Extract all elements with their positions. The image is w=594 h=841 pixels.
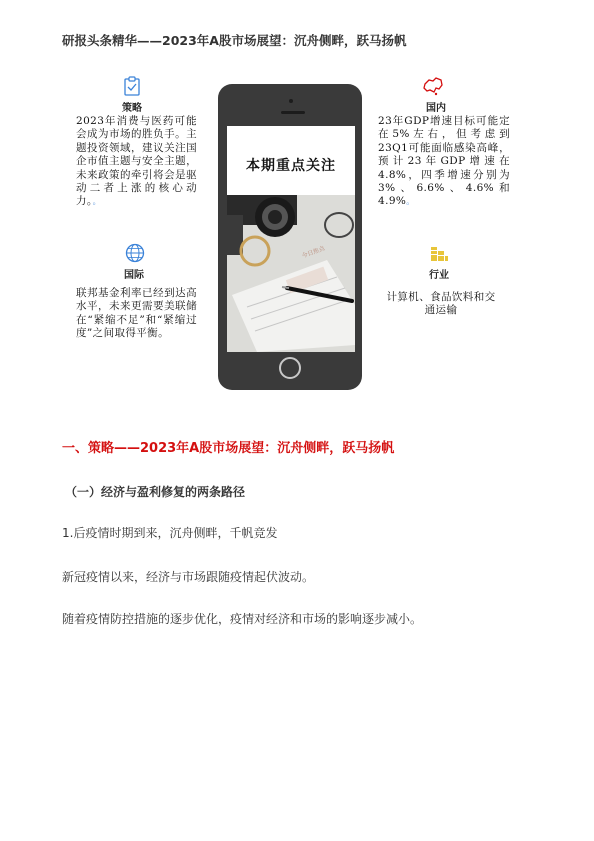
strategy-label: 策略 [122, 103, 142, 114]
screen-heading: 本期重点关注 [246, 158, 336, 174]
desk-photo-illustration [227, 195, 355, 352]
globe-icon [125, 243, 145, 267]
industry-text: 计算机、食品饮料和交通运输 [386, 291, 496, 317]
strategy-clipboard-icon [124, 76, 140, 100]
sub-heading: （一）经济与盈利修复的两条路径 [65, 485, 246, 499]
china-map-icon [422, 76, 444, 100]
domestic-label: 国内 [426, 103, 446, 114]
document-title: 研报头条精华——2023年A股市场展望：沉舟侧畔，跃马扬帆 [62, 33, 407, 48]
domestic-text: 23年GDP增速目标可能定在5%左右，但考虑到23Q1可能面临感染高峰，预计23年GDP增速在4.8%，四季增速分别为3%、6.6%、4.6%和4.9%。 [378, 115, 510, 208]
phone-speaker [281, 111, 305, 114]
phone-camera-dot [289, 99, 293, 103]
phone-home-button [279, 357, 301, 379]
domestic-text-body: 23年GDP增速目标可能定在5%左右，但考虑到23Q1可能面临感染高峰，预计23年GDP增速在4.8%，四季增速分别为3%、6.6%、4.6%和4.9% [378, 115, 510, 208]
strategy-text-body: 2023年消费与医药可能会成为市场的胜负手。主题投资领域，建议关注国企市值主题与安全主题，未来政策的牵引将会是驱动二者上涨的核心动力。 [76, 115, 197, 208]
paragraph-1: 1.后疫情时期到来，沉舟侧畔，千帆竞发 [62, 526, 278, 540]
industry-label: 行业 [429, 270, 449, 281]
paragraph-3: 随着疫情防控措施的逐步优化，疫情对经济和市场的影响逐步减小。 [62, 612, 423, 626]
strategy-text: 2023年消费与医药可能会成为市场的胜负手。主题投资领域，建议关注国企市值主题与安全主题，未来政策的牵引将会是驱动二者上涨的核心动力。。 [76, 115, 197, 208]
screen-photo [227, 195, 355, 352]
international-label: 国际 [124, 270, 144, 281]
international-text-body: 联邦基金利率已经到达高水平，未来更需要美联储在“紧缩不足”和“紧缩过度”之间取得平衡。 [76, 287, 197, 340]
photo-caption: 今日焦点 [300, 245, 326, 260]
coins-stack-icon [429, 243, 449, 267]
international-text [76, 287, 197, 341]
section-heading: 一、策略——2023年A股市场展望：沉舟侧畔，跃马扬帆 [62, 441, 395, 456]
paragraph-2: 新冠疫情以来，经济与市场跟随疫情起伏波动。 [62, 570, 315, 584]
